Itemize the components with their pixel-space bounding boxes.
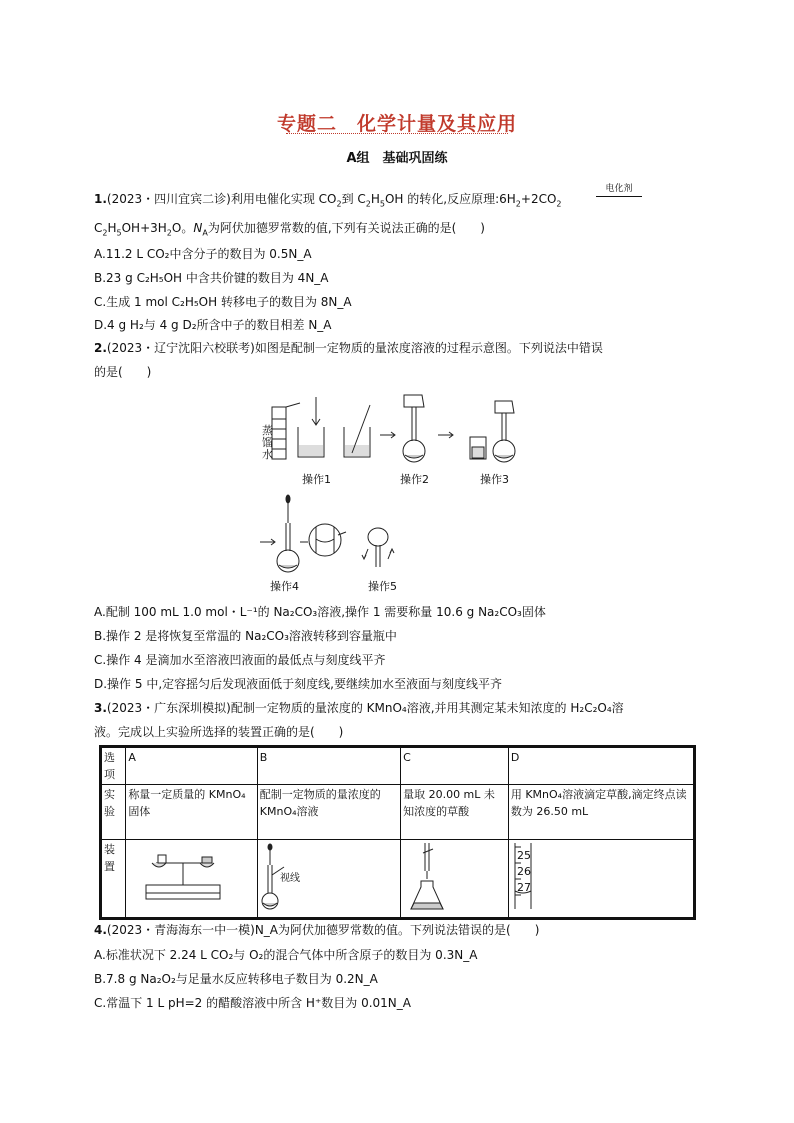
title-underline [286,133,508,134]
operation-3-label: 操作3 [480,473,509,486]
q2-option-b: B.操作 2 是将恢复至常温的 Na₂CO₃溶液转移到容量瓶中 [94,629,397,643]
page-title: 专题二 化学计量及其应用 [276,113,517,135]
sightline-label: 视线 [279,873,300,884]
arrow-icon [260,539,275,545]
q2-option-c: C.操作 4 是滴加水至溶液凹液面的最低点与刻度线平齐 [94,653,386,667]
tick-label: 27 [516,881,531,894]
catalyst-label: 电化剂 [596,181,642,197]
table-cell: 用 KMnO₄溶液滴定草酸,滴定终点读数为 26.50 mL [508,785,694,840]
q2-stem-line2: 的是( ) [94,365,152,379]
table-cell [126,840,257,919]
q4-option-b: B.7.8 g Na₂O₂与足量水反应转移电子数目为 0.2N_A [94,972,378,986]
dropper-flask-icon [277,495,299,572]
header-cell: A [126,747,257,785]
beaker-icon-2 [344,405,370,457]
q4-number: 4. [94,923,107,937]
table-row [101,785,695,840]
q3-stem-line2: 液。完成以上实验所选择的装置正确的是( ) [94,725,344,739]
balance-icon [128,841,248,911]
operation-1-label: 操作1 [302,473,331,486]
inverted-flask-icon [362,528,394,567]
table-cell: 称量一定质量的 KMnO₄固体 [126,785,257,840]
q1-option-c: C.生成 1 mol C₂H₅OH 转移电子的数目为 8N_A [94,295,352,309]
q1-option-d: D.4 g H₂与 4 g D₂所含中子的数目相差 N_A [94,318,332,332]
operation-2-label: 操作2 [400,473,429,486]
table-cell: 配制一定物质的量浓度的 KMnO₄溶液 [257,785,400,840]
header-cell: B [257,747,400,785]
burette-scale-icon [511,841,571,911]
q1-stem: 1.(2023・四川宜宾二诊)利用电催化实现 $CO_2$到 $C_2H_5OH$ 的转化,反应原理$:6H_2+2CO_2$ [94,192,562,209]
row-label-cell: 装置 [101,840,126,919]
q4-stem: 4.(2023・青海海东一中一模)N_A为阿伏加德罗常数的值。下列说法错误的是( ) [94,923,540,937]
table-cell: 量取 20.00 mL 未知浓度的草酸 [401,785,509,840]
graduated-cylinder-icon [272,403,300,459]
burette-flask-icon [403,841,503,911]
q2-option-a: A.配制 100 mL 1.0 mol・L⁻¹的 Na₂CO₃溶液,操作 1 需要称量 10.6 g Na₂CO₃固体 [94,605,546,619]
table-cell [257,840,400,919]
meniscus-zoom-icon [309,524,346,556]
table-cell [401,840,509,919]
volumetric-flask-icon-1 [403,395,425,462]
group-title: A组 基础巩固练 [346,151,448,166]
q1-number: 1. [94,192,107,206]
procedure-diagram [250,385,540,600]
distilled-water-label: 蒸馏水 [262,424,273,461]
arrow-icon [380,432,395,438]
header-cell: D [508,747,694,785]
q3-number: 3. [94,701,107,715]
q1-option-a: A.11.2 L CO₂中含分子的数目为 0.5N_A [94,247,312,261]
arrow-icon [438,432,453,438]
q2-number: 2. [94,341,107,355]
table-row [101,747,695,785]
q4-option-a: A.标准状况下 2.24 L CO₂与 O₂的混合气体中所含原子的数目为 0.3N_A [94,948,478,962]
flask-sightline-icon [260,841,390,911]
q1-option-b: B.23 g C₂H₅OH 中含共价键的数目为 4N_A [94,271,329,285]
volumetric-flask-icon-2 [470,401,515,462]
q2-stem: 2.(2023・辽宁沈阳六校联考)如图是配制一定物质的量浓度溶液的过程示意图。下列说法中错误 [94,341,603,355]
q3-stem: 3.(2023・广东深圳模拟)配制一定物质的量浓度的 KMnO₄溶液,并用其测定某未知浓度的 H₂C₂O₄溶 [94,701,624,715]
solution-preparation-figure [250,385,540,600]
beaker-icon-1 [298,397,324,457]
tick-label: 26 [516,865,531,878]
options-table [99,745,696,920]
table-cell [508,840,694,919]
operation-4-label: 操作4 [270,580,299,593]
header-cell: C [401,747,509,785]
tick-label: 25 [516,849,531,862]
row-label-cell: 实验 [101,785,126,840]
q2-option-d: D.操作 5 中,定容摇匀后发现液面低于刻度线,要继续加水至液面与刻度线平齐 [94,677,502,691]
q1-stem-line2: $C_2H_5OH+3H_2O$。$N_A$为阿伏加德罗常数的值,下列有关说法正确的是( ) [94,221,485,238]
table-row [101,840,695,919]
q4-option-c: C.常温下 1 L pH=2 的醋酸溶液中所含 H⁺数目为 0.01N_A [94,996,411,1010]
operation-5-label: 操作5 [368,580,397,593]
header-cell: 选项 [101,747,126,785]
